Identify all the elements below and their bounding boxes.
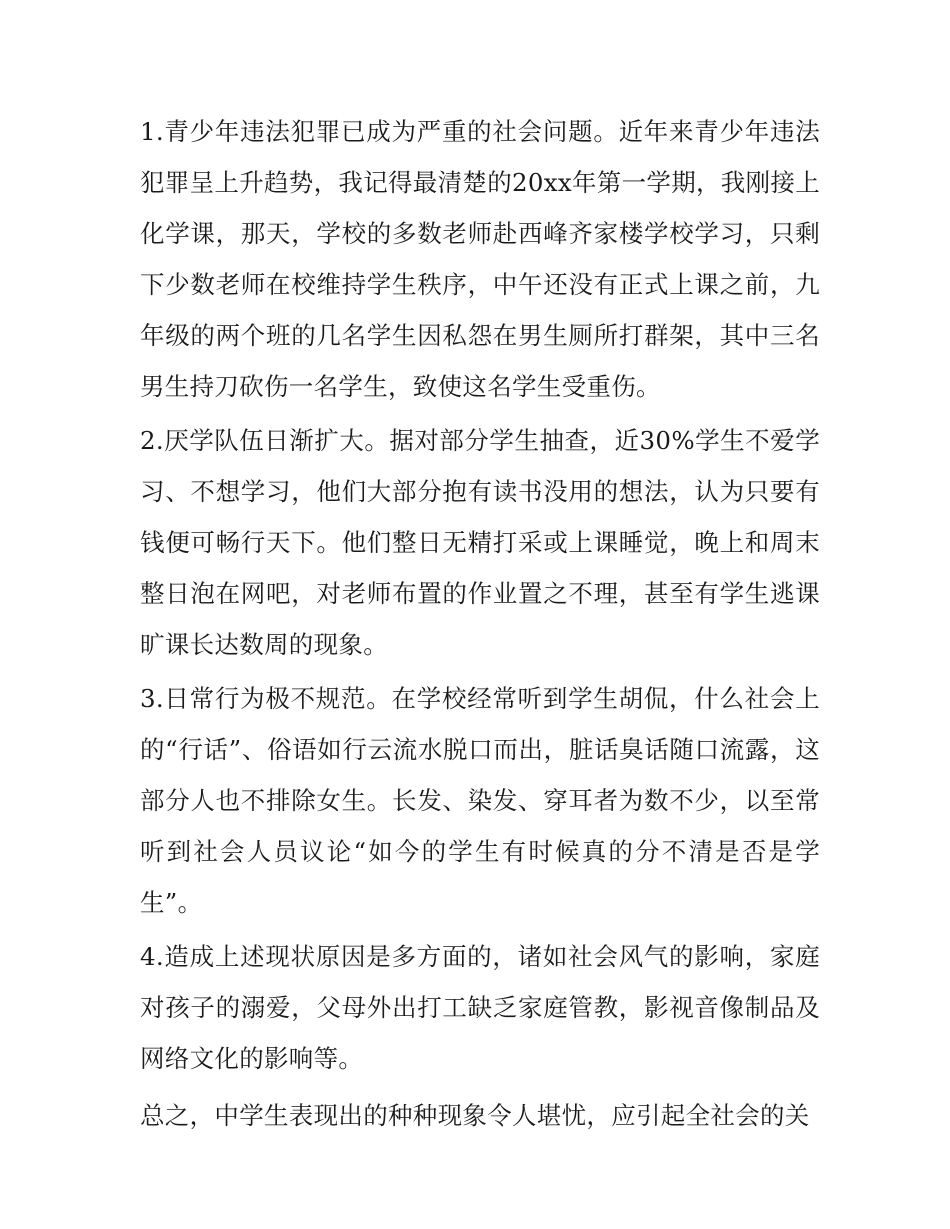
paragraph-5: 总之，中学生表现出的种种现象令人堪忧，应引起全社会的关 — [140, 1101, 810, 1130]
paragraph-2: 2.厌学队伍日渐扩大。据对部分学生抽查，近30%学生不爱学习、不想学习，他们大部分抱有读书没用的想法，认为只要有钱便可畅行天下。他们整日无精打采或上课睡觉，晚上和周末整日泡在网吧，对老师布置的作业置之不理，甚至有学生逃课旷课长达数周的现象。 — [140, 426, 820, 659]
paragraph-4: 4.造成上述现状原因是多方面的，诸如社会风气的影响，家庭对孩子的溺爱，父母外出打工缺乏家庭管教，影视音像制品及网络文化的影响等。 — [140, 942, 820, 1073]
paragraph-3: 3.日常行为极不规范。在学校经常听到学生胡侃，什么社会上的“行话”、俗语如行云流水脱口而出，脏话臭话随口流露，这部分人也不排除女生。长发、染发、穿耳者为数不少，以至常听到社会人员议论“如今的学生有时候真的分不清是否是学生”。 — [140, 684, 820, 917]
document-page — [140, 106, 820, 1144]
paragraph-1: 1.青少年违法犯罪已成为严重的社会问题。近年来青少年违法犯罪呈上升趋势，我记得最清楚的20xx年第一学期，我刚接上化学课，那天，学校的多数老师赴西峰齐家楼学校学习，只剩下少数老师在校维持学生秩序，中午还没有正式上课之前，九年级的两个班的几名学生因私怨在男生厕所打群架，其中三名男生持刀砍伤一名学生，致使这名学生受重伤。 — [140, 117, 821, 401]
